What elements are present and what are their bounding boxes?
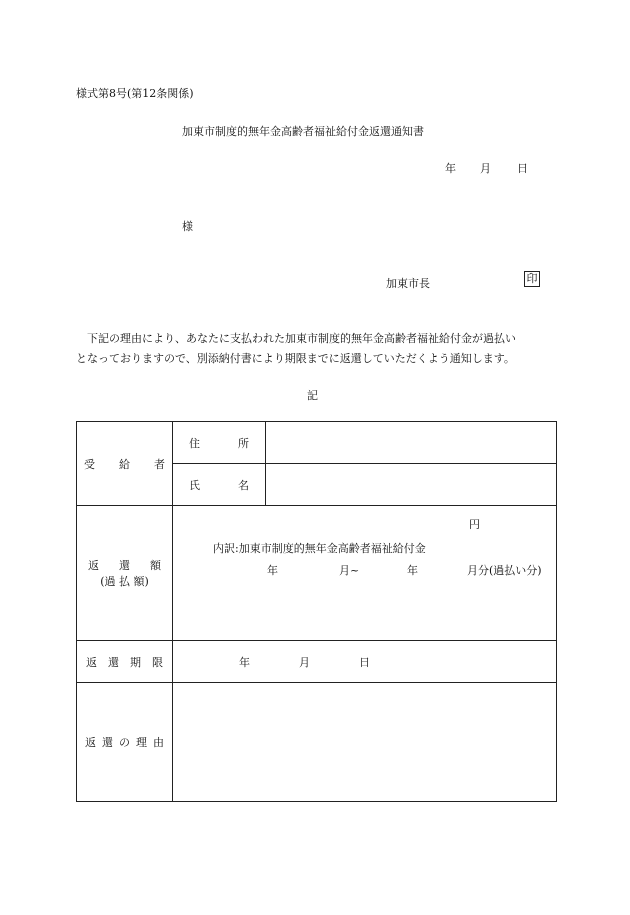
- address-value: [266, 422, 557, 464]
- notice-line-1: 下記の理由により、あなたに支払われた加東市制度的無年金高齢者福祉給付金が過払い: [87, 332, 516, 345]
- name-label-char: 氏: [189, 478, 200, 492]
- name-label-char: 名: [238, 478, 249, 492]
- form-number: 様式第8号(第12条関係): [76, 87, 194, 100]
- reason-label-char: 還: [102, 736, 113, 749]
- deadline-label-char: 還: [108, 655, 119, 669]
- yen-unit: 円: [469, 518, 480, 531]
- deadline-label-char: 返: [86, 655, 97, 669]
- recipient-label: [77, 422, 173, 506]
- deadline-month: 月: [299, 655, 310, 669]
- notice-line-2: となっておりますので、別添納付書により期限までに返還していただくよう通知します。: [76, 352, 515, 365]
- refund-amount-label-char: 還: [119, 559, 130, 572]
- date-month: 月: [480, 162, 491, 175]
- deadline-label-char: 限: [152, 655, 163, 669]
- reason-value: [173, 683, 557, 802]
- notice-body: [76, 329, 556, 369]
- seal-mark: 印: [524, 271, 540, 287]
- address-label-char: 住: [189, 436, 200, 450]
- name-label: [173, 464, 266, 506]
- recipient-label-char: 給: [119, 457, 130, 471]
- deadline-label: [77, 641, 173, 683]
- recipient-label-char: 受: [84, 457, 95, 471]
- refund-details-table: [76, 421, 557, 802]
- refund-amount-label-char: 額: [150, 559, 161, 572]
- date-year: 年: [445, 162, 456, 175]
- refund-amount-label: [77, 506, 173, 641]
- reason-label-char: 理: [136, 736, 147, 749]
- overpaid-amount-label: (過 払 額): [100, 575, 149, 588]
- address-label: [173, 422, 266, 464]
- refund-amount-value: [173, 506, 557, 641]
- deadline-year: 年: [239, 655, 250, 669]
- reason-label-char: の: [119, 736, 130, 749]
- reason-label-char: 返: [85, 736, 96, 749]
- addressee-honorific: 様: [182, 220, 193, 233]
- document-title: 加東市制度的無年金高齢者福祉給付金返還通知書: [182, 125, 424, 138]
- deadline-day: 日: [359, 655, 370, 669]
- deadline-label-char: 期: [130, 655, 141, 669]
- period-year-1: 年: [267, 564, 278, 577]
- period-month-2: 月分(過払い分): [467, 564, 542, 577]
- reason-label: [77, 683, 173, 802]
- date-day: 日: [517, 162, 528, 175]
- period-year-2: 年: [407, 564, 418, 577]
- overpayment-period: [267, 562, 542, 578]
- refund-amount-label-line: [77, 557, 172, 573]
- refund-amount-label-char: 返: [88, 559, 99, 572]
- period-month-1: 月~: [339, 564, 360, 577]
- sender-name: 加東市長: [386, 277, 430, 290]
- breakdown-text: 内訳:加東市制度的無年金高齢者福祉給付金: [213, 542, 426, 555]
- name-value: [266, 464, 557, 506]
- deadline-value: [173, 641, 557, 683]
- address-label-char: 所: [238, 436, 249, 450]
- issue-date: [445, 160, 528, 176]
- reason-label-char: 由: [153, 736, 164, 749]
- recipient-label-char: 者: [154, 457, 165, 471]
- ki-heading: 記: [307, 389, 318, 402]
